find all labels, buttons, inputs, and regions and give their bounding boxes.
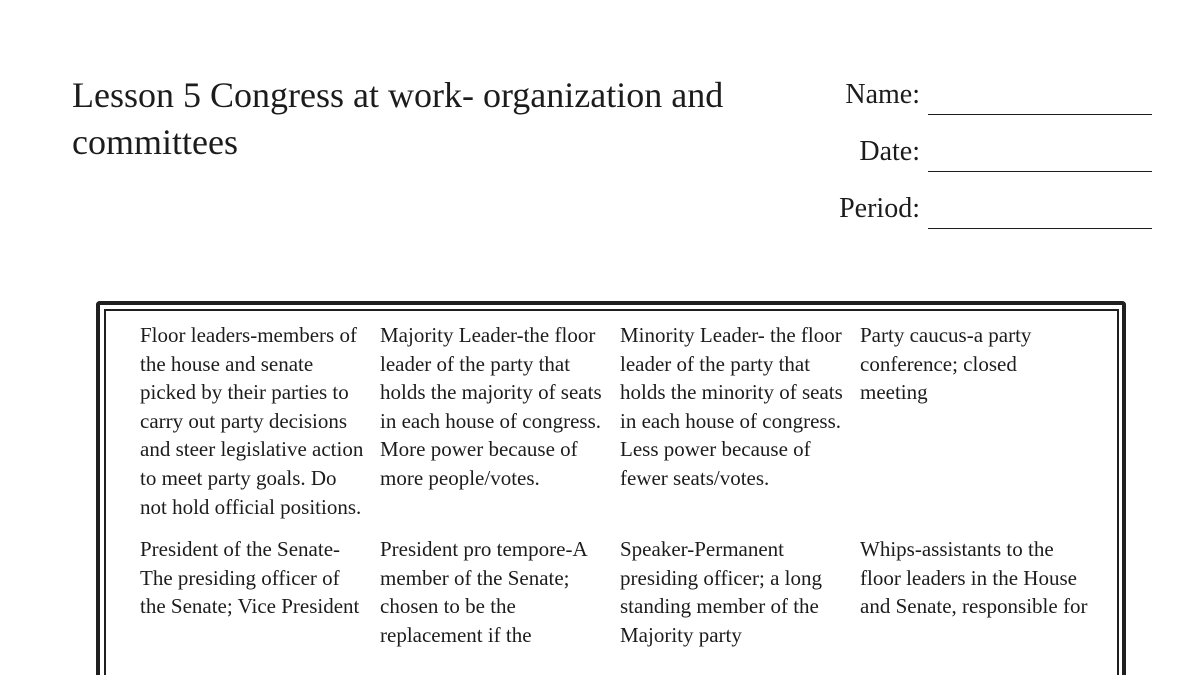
- period-row: [780, 190, 1152, 247]
- term-speaker: Speaker-Permanent presiding officer; a long standing member of the Majority party: [620, 537, 822, 647]
- term-whips: Whips-assistants to the floor leaders in the House and Senate, responsible for: [860, 537, 1088, 619]
- period-label: Period:: [839, 193, 920, 224]
- date-row: [780, 133, 1152, 190]
- term-party-caucus: Party caucus-a party conference; closed meeting: [860, 323, 1032, 405]
- terms-grid: [140, 321, 1100, 650]
- name-row: [780, 76, 1152, 133]
- period-blank-line[interactable]: [928, 228, 1152, 229]
- term-president-pro-tempore: President pro tempore-A member of the Senate; chosen to be the replacement if the: [380, 537, 587, 647]
- name-blank-line[interactable]: [928, 114, 1152, 115]
- student-info: [780, 76, 1152, 247]
- term-majority-leader: Majority Leader-the floor leader of the party that holds the majority of seats in each house of congress. More power because of more people/votes.: [380, 323, 602, 490]
- term-president-of-senate: President of the Senate-The presiding officer of the Senate; Vice President: [140, 537, 360, 619]
- date-blank-line[interactable]: [928, 171, 1152, 172]
- term-floor-leaders: Floor leaders-members of the house and senate picked by their parties to carry out party decisions and steer legislative action to meet party goals. Do not hold official positions.: [140, 323, 364, 519]
- name-label: Name:: [845, 79, 920, 110]
- page-title: Lesson 5 Congress at work- organization and committees: [72, 75, 724, 162]
- term-minority-leader: Minority Leader- the floor leader of the party that holds the minority of seats in each house of congress. Less power because of fewer seats/votes.: [620, 323, 843, 490]
- date-label: Date:: [859, 136, 920, 167]
